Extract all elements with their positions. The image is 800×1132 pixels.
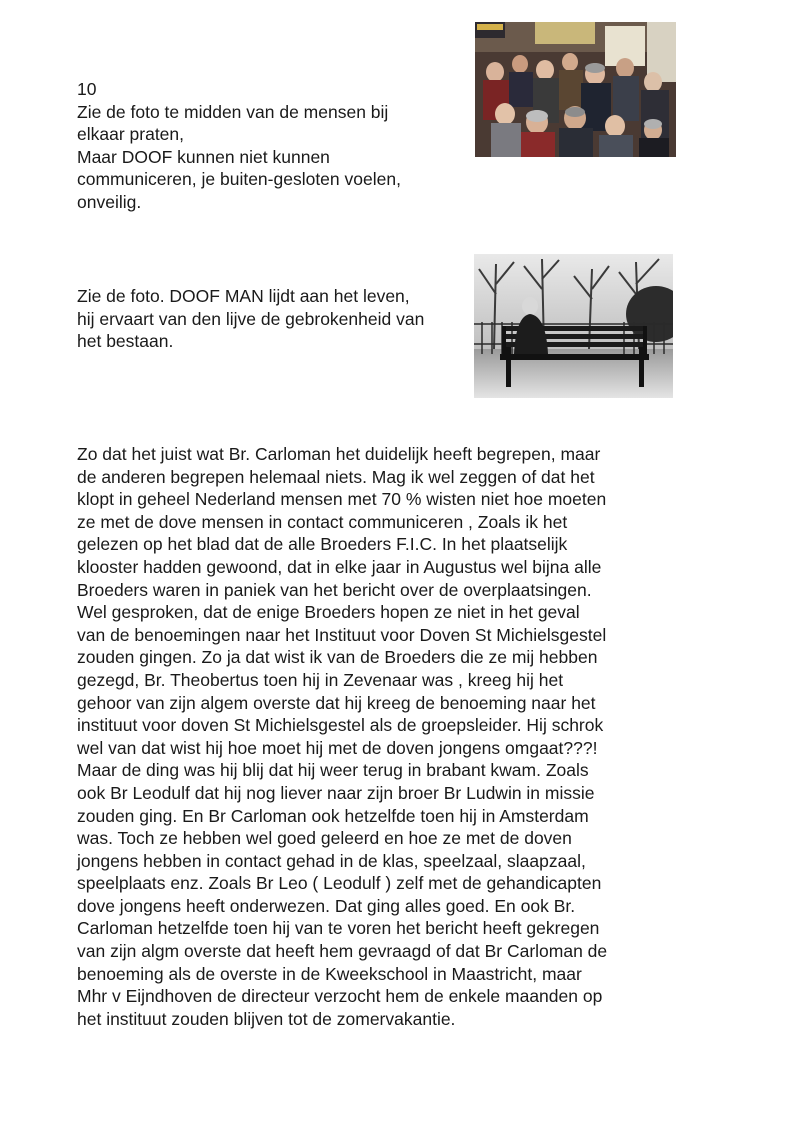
body-line: Mhr v Eijndhoven de directeur verzocht hem de enkele maanden op — [77, 986, 603, 1007]
body-line: Carloman hetzelfde toen hij van te voren het bericht heeft gekregen — [77, 918, 600, 939]
body-line: Maar de ding was hij blij dat hij weer terug in brabant kwam. Zoals — [77, 760, 589, 781]
body-line: de anderen begrepen helemaal niets. Mag ik wel zeggen of dat het — [77, 466, 595, 487]
caption-line: het bestaan. — [77, 331, 174, 352]
main-body-text — [77, 443, 677, 1030]
body-line: speelplaats enz. Zoals Br Leo ( Leodulf ) zelf met de gehandicapten — [77, 873, 602, 894]
body-line: wel van dat wist hij hoe moet hij met de doven jongens omgaat???! — [77, 737, 598, 758]
intro-line: elkaar praten, — [77, 124, 185, 145]
intro-line: Maar DOOF kunnen niet kunnen — [77, 146, 330, 167]
body-line: het instituut zouden blijven tot de zomervakantie. — [77, 1008, 456, 1029]
body-line: jongens hebben in contact gehad in de klas, speelzaal, slaapzaal, — [77, 850, 586, 871]
body-line: van zijn algm overste dat heeft hem gevraagd of dat Br Carloman de — [77, 941, 608, 962]
body-line: klooster hadden gewoond, dat in elke jaar in Augustus wel bijna alle — [77, 556, 602, 577]
body-line: gezegd, Br. Theobertus toen hij in Zevenaar was , kreeg hij het — [77, 669, 564, 690]
body-line: instituut voor doven St Michielsgestel als de groepsleider. Hij schrok — [77, 715, 604, 736]
body-line: gehoor van zijn algem overste dat hij kreeg de benoeming naar het — [77, 692, 596, 713]
body-line: klopt in geheel Nederland mensen met 70 % wisten niet hoe moeten — [77, 489, 607, 510]
caption-line: Zie de foto. DOOF MAN lijdt aan het leven, — [77, 286, 410, 306]
body-line: was. Toch ze hebben wel goed geleerd en hoe ze met de doven — [77, 828, 572, 849]
body-line: dove jongens heeft onderwezen. Dat ging alles goed. En ook Br. — [77, 895, 576, 916]
bench-photo-image — [474, 254, 673, 398]
body-line: Zo dat het juist wat Br. Carloman het duidelijk heeft begrepen, maar — [77, 444, 601, 464]
body-line: zouden ging. En Br Carloman ook hetzelfde toen hij in Amsterdam — [77, 805, 589, 826]
bench-photo — [474, 254, 673, 398]
intro-line: onveilig. — [77, 191, 142, 212]
body-line: zouden gingen. Zo ja dat wist ik van de Broeders die ze mij hebben — [77, 647, 598, 668]
body-line: benoeming als de overste in de Kweekschool in Maastricht, maar — [77, 963, 582, 984]
page-number: 10 — [77, 79, 97, 99]
body-line: van de benoemingen naar het Instituut voor Doven St Michielsgestel — [77, 624, 607, 645]
crowd-photo — [475, 22, 676, 157]
body-line: gelezen op het blad dat de alle Broeders F.I.C. In het plaatselijk — [77, 534, 568, 555]
body-line: ook Br Leodulf dat hij nog liever naar zijn broer Br Ludwin in missie — [77, 782, 595, 803]
bench-caption — [77, 285, 462, 353]
body-line: ze met de dove mensen in contact communiceren , Zoals ik het — [77, 511, 568, 532]
body-line: Broeders waren in paniek van het bericht over de overplaatsingen. — [77, 579, 592, 600]
caption-line: hij ervaart van den lijve de gebrokenheid van — [77, 308, 425, 329]
intro-line: communiceren, je buiten-gesloten voelen, — [77, 169, 401, 190]
body-line: Wel gesproken, dat de enige Broeders hopen ze niet in het geval — [77, 602, 580, 623]
intro-line: Zie de foto te midden van de mensen bij — [77, 101, 389, 122]
crowd-photo-image — [475, 22, 676, 157]
intro-text-block — [77, 78, 457, 214]
